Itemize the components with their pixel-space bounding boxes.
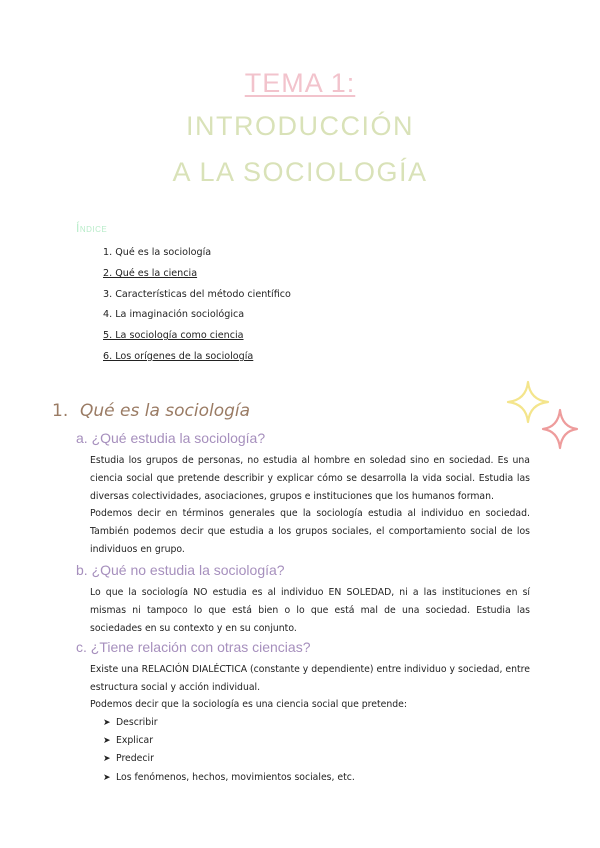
subsection-b-heading: b. ¿Qué no estudia la sociología? <box>76 562 285 578</box>
toc-item[interactable]: 5. La sociología como ciencia <box>103 330 244 342</box>
toc-item[interactable]: 6. Los orígenes de la sociología <box>103 350 254 362</box>
table-of-contents <box>103 243 291 368</box>
title-line-2: INTRODUCCIÓN <box>186 111 414 141</box>
title-line-1: TEMA 1: <box>244 68 356 98</box>
subsection-a-paragraph-1: Estudia los grupos de personas, no estudia al hombre en soledad sino en sociedad. Es una ciencia social que pretende describir y explicar cómo se desarrolla la vida social. Estudia las diversas colectividades, asociaciones, grupos e instituciones que los humanos forman. <box>90 455 530 502</box>
toc-item[interactable]: 1. Qué es la sociología <box>103 247 212 258</box>
arrow-bullet-icon: ➤ <box>103 772 111 783</box>
arrow-bullet-icon: ➤ <box>103 754 111 765</box>
subsection-a-heading: a. ¿Qué estudia la sociología? <box>76 430 266 446</box>
toc-item[interactable]: 4. La imaginación sociológica <box>103 309 245 321</box>
toc-item[interactable]: 3. Características del método científico <box>103 288 291 300</box>
subsection-c-paragraph-2: Podemos decir que la sociología es una ciencia social que pretende: <box>90 699 408 710</box>
list-item: ➤ Explicar <box>103 732 355 750</box>
list-item: ➤ Predecir <box>103 750 355 768</box>
section-number: 1. <box>52 401 69 421</box>
arrow-bullet-icon: ➤ <box>103 718 111 728</box>
sparkle-icon <box>541 408 579 450</box>
subsection-c-paragraph-1: Existe una RELACIÓN DIALÉCTICA (constante y dependiente) entre individuo y sociedad, entre estructura social y acción individual. <box>90 664 530 693</box>
bullet-list <box>103 714 355 787</box>
indice-heading: Índice <box>76 221 108 235</box>
subsection-b-paragraph: Lo que la sociología NO estudia es al individuo EN SOLEDAD, ni a las instituciones en sí mismas ni tampoco lo que está bien o lo que está mal de una sociedad. Estudia las sociedades en su contexto y en su conjunto. <box>90 587 530 634</box>
title-line-3: A LA SOCIOLOGÍA <box>172 157 428 187</box>
arrow-bullet-icon: ➤ <box>103 736 111 747</box>
section-title: Qué es la sociología <box>80 401 251 421</box>
list-item: ➤ Describir <box>103 714 355 732</box>
section-1-heading <box>52 401 250 421</box>
subsection-a-paragraph-2: Podemos decir en términos generales que la sociología estudia al individuo en sociedad. También podemos decir que estudia a los grupos sociales, el comportamiento social de los individuos en grupo. <box>90 508 530 555</box>
list-item: ➤ Los fenómenos, hechos, movimientos sociales, etc. <box>103 769 355 787</box>
subsection-c-heading: c. ¿Tiene relación con otras ciencias? <box>76 639 311 655</box>
toc-item[interactable]: 2. Qué es la ciencia <box>103 267 198 279</box>
